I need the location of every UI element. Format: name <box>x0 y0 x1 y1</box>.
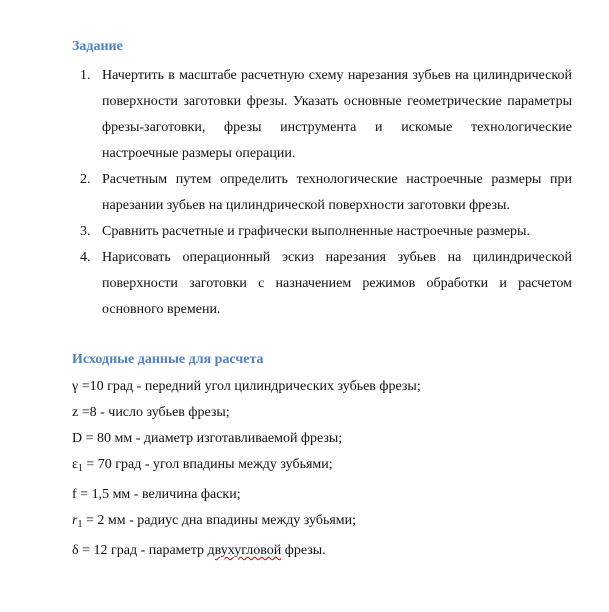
task-item <box>80 219 572 245</box>
param-description: = 1,5 мм - величина фаски; <box>76 487 241 502</box>
input-data-heading: Исходные данные для расчета <box>72 352 264 367</box>
param-f <box>72 482 572 508</box>
param-symbol: ε <box>72 457 78 472</box>
param-equation: = 70 <box>82 457 112 472</box>
param-delta <box>72 538 572 564</box>
task-item <box>80 167 572 219</box>
task-item <box>80 63 572 167</box>
param-symbol: r <box>72 513 78 528</box>
param-r <box>72 508 572 538</box>
param-symbol: γ <box>72 379 79 394</box>
param-description: град - угол впадины между зубьями; <box>111 457 333 472</box>
param-symbol: z <box>72 405 79 420</box>
param-epsilon <box>72 452 572 482</box>
task-item-text: Нарисовать операционный эскиз нарезания зубьев на цилиндрической поверхности заготовки с назначением режимов обработки и расчетом основного времени. <box>102 250 572 317</box>
param-description: мм - радиус дна впадины между зубьями; <box>104 513 357 528</box>
param-D <box>72 426 572 452</box>
task-heading: Задание <box>72 39 123 54</box>
task-item-text: Начертить в масштабе расчетную схему нарезания зубьев на цилиндрической поверхности заготовки фрезы. Указать основные геометрические параметры фрезы-заготовки, фрезы инструмента и искомые технологические настроечные размеры операции. <box>102 68 572 161</box>
task-item-number: 2. <box>80 172 91 187</box>
param-description-end: фрезы. <box>281 543 326 558</box>
task-item-text: Сравнить расчетные и графически выполненные настроечные размеры. <box>102 224 530 239</box>
input-data-list <box>72 374 572 564</box>
task-item <box>80 245 572 323</box>
task-item-number: 1. <box>80 68 91 83</box>
param-subscript: 1 <box>77 519 83 530</box>
param-symbol: D <box>72 431 83 446</box>
param-symbol: f <box>72 487 77 502</box>
param-z <box>72 400 572 426</box>
param-equation: = 2 <box>82 513 105 528</box>
param-description: = 80 мм - диаметр изготавливаемой фрезы; <box>82 431 343 446</box>
param-subscript: 1 <box>77 463 83 474</box>
param-description: =8 - число зубьев фрезы; <box>78 405 230 420</box>
param-description: = 12 град - параметр <box>78 543 208 558</box>
param-symbol: δ <box>72 543 79 558</box>
spellcheck-flagged-word[interactable]: двухугловой <box>207 543 282 558</box>
task-item-number: 3. <box>80 224 91 239</box>
param-description: =10 град - передний угол цилиндрических зубьев фрезы; <box>78 379 421 394</box>
task-item-text: Расчетным путем определить технологические настроечные размеры при нарезании зубьев на цилиндрической поверхности заготовки фрезы. <box>102 172 572 213</box>
task-item-number: 4. <box>80 250 91 265</box>
param-gamma <box>72 374 572 400</box>
task-list <box>80 63 572 323</box>
